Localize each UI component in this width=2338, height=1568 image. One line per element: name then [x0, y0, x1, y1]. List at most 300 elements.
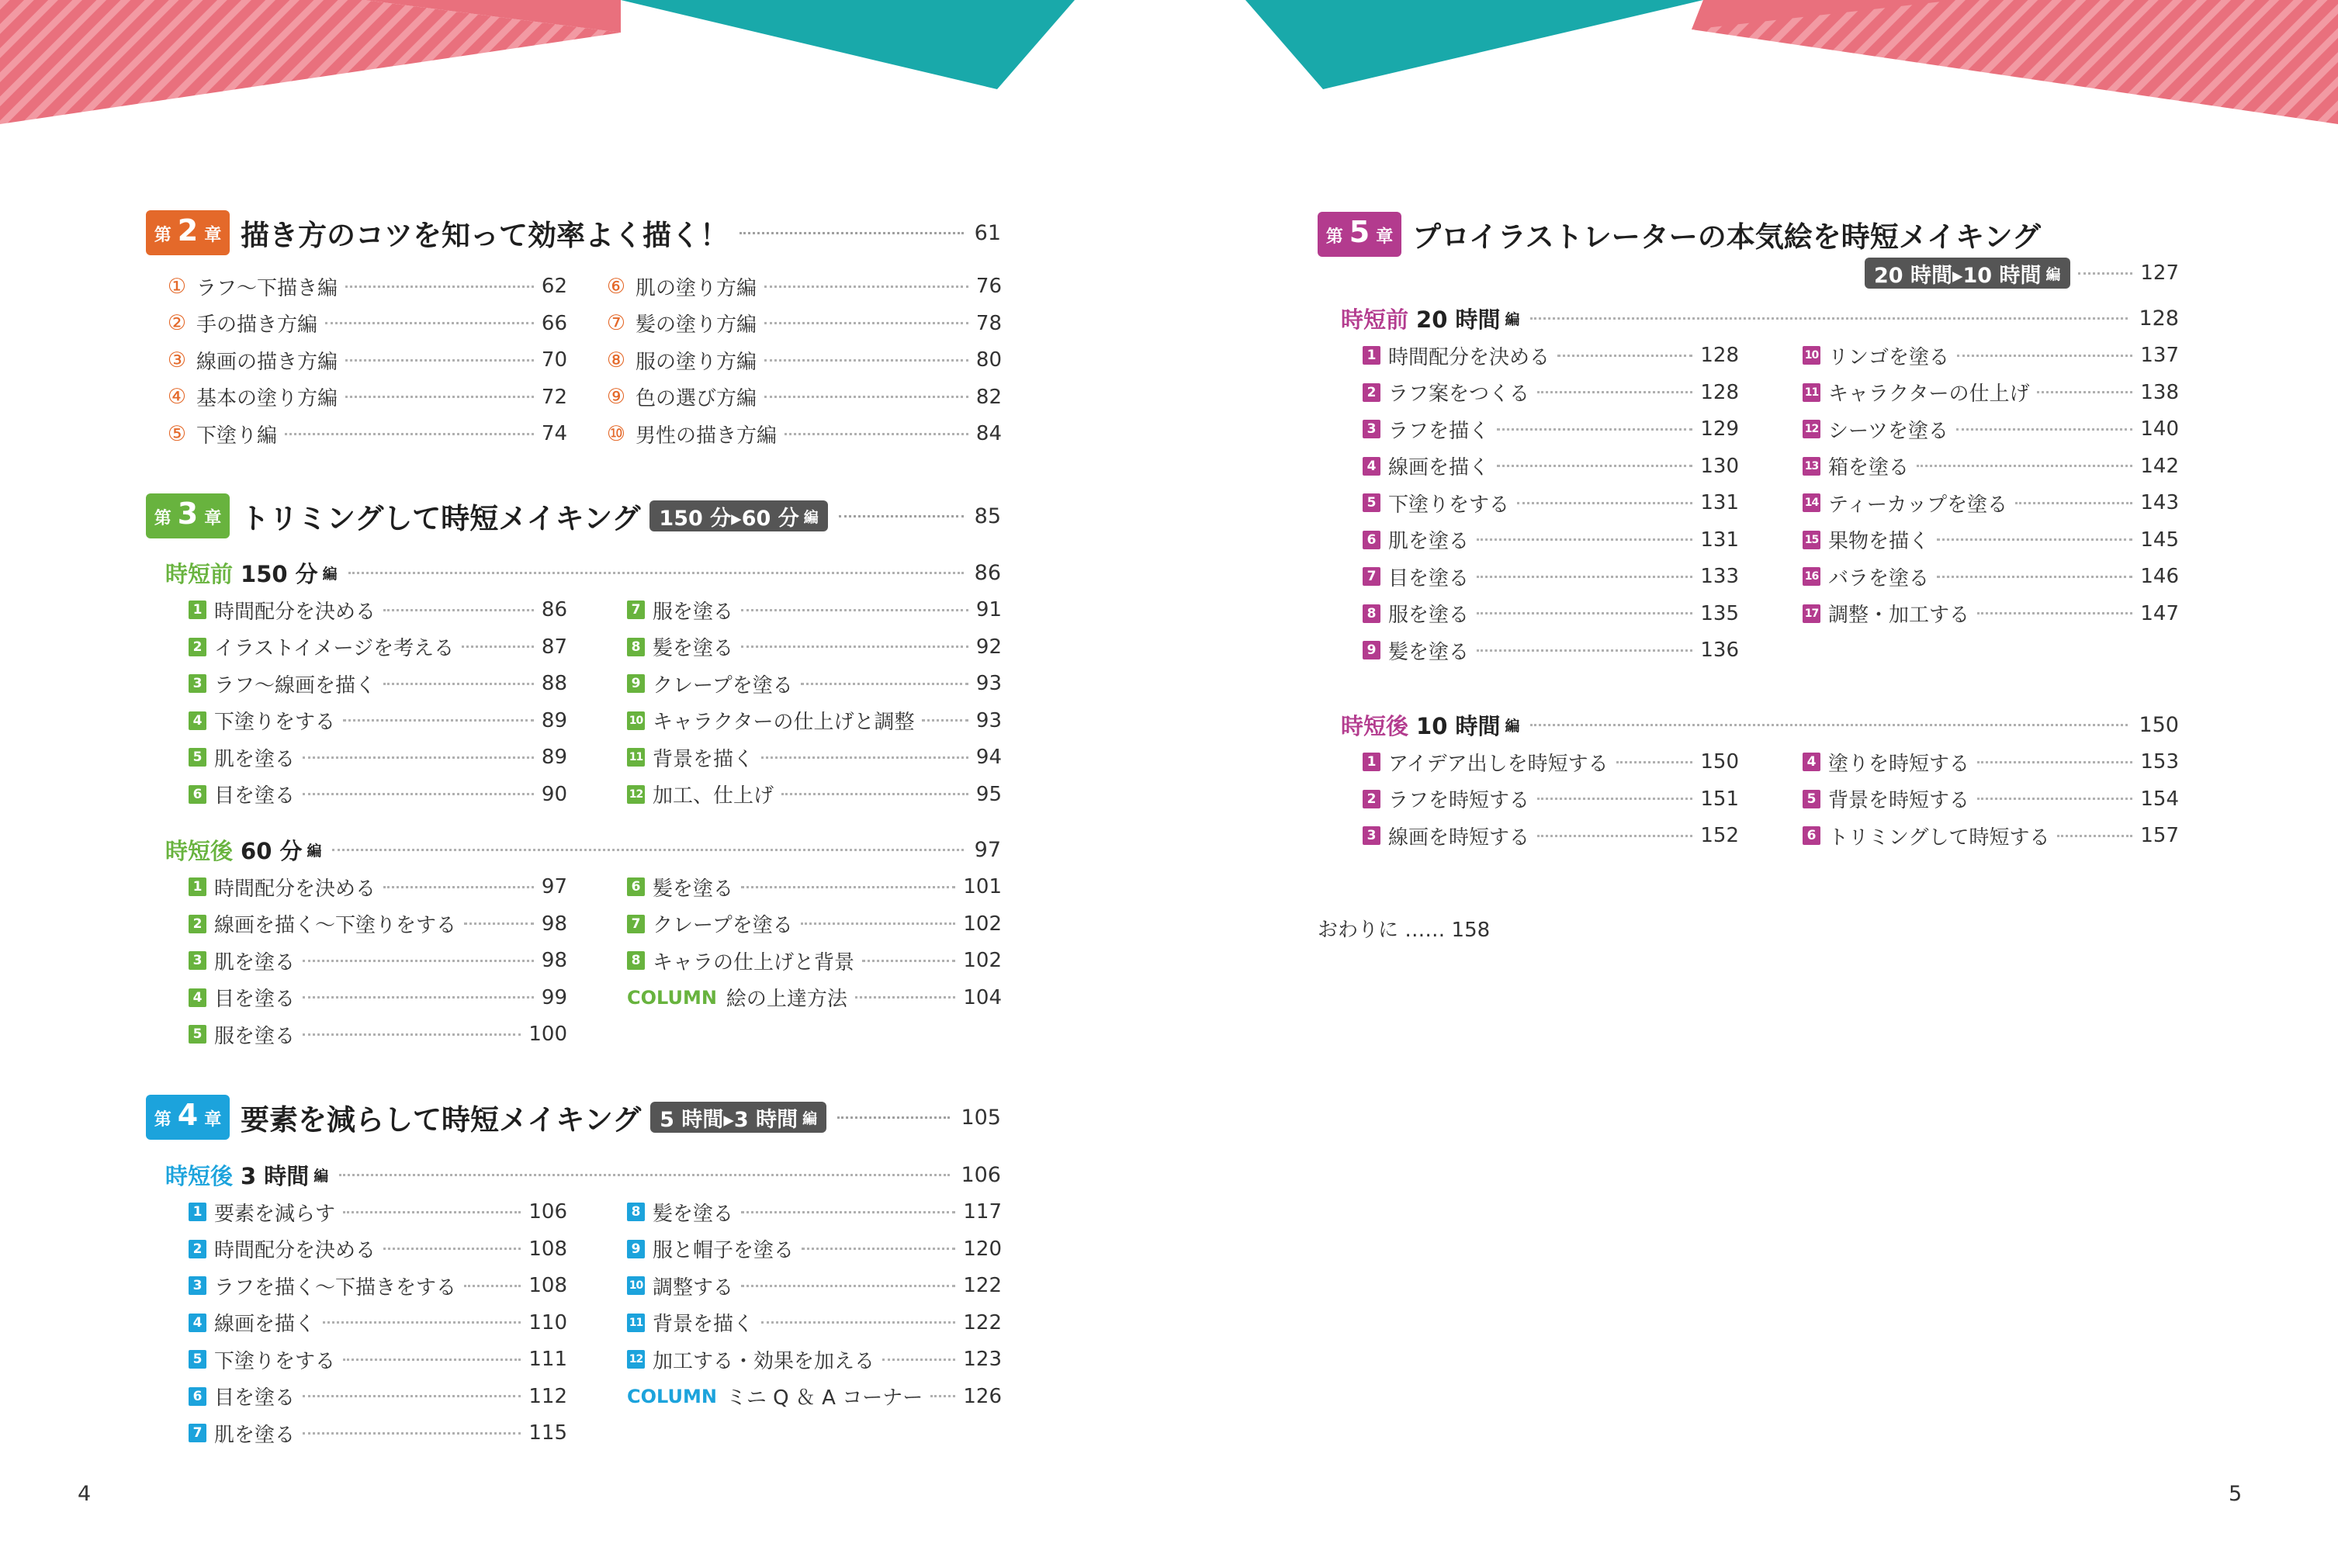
- chapter-page: 127: [2140, 261, 2179, 285]
- leader-dots: [303, 1033, 521, 1036]
- entry-number-square: 10: [627, 1276, 645, 1295]
- toc-entry[interactable]: [627, 742, 1002, 773]
- entry-page: 150: [1700, 750, 1739, 774]
- entry-label: 髪を塗る: [653, 1202, 734, 1226]
- entry-label: ラフを時短する: [1388, 789, 1530, 812]
- entry-number-square: 13: [1803, 457, 1820, 476]
- toc-entry[interactable]: [627, 632, 1002, 663]
- toc-entry[interactable]: [1803, 524, 2179, 556]
- toc-entry[interactable]: [189, 1344, 567, 1375]
- chapter-badge: [146, 210, 230, 255]
- toc-entry[interactable]: [1803, 820, 2179, 851]
- entry-label: 髪を塗る: [653, 877, 734, 901]
- leader-dots: [882, 1359, 955, 1361]
- teal-band-left: [621, 0, 1075, 89]
- section-heading: [165, 556, 1001, 590]
- toc-entry[interactable]: [189, 1417, 567, 1449]
- leader-dots: [837, 1116, 950, 1119]
- chapter-duration-row: [1865, 258, 2179, 289]
- toc-entry[interactable]: [189, 909, 567, 940]
- entry-label: 要素を減らす: [214, 1202, 336, 1226]
- leader-dots: [801, 922, 956, 925]
- toc-entry[interactable]: [165, 418, 567, 449]
- leader-dots: [1977, 761, 2132, 763]
- section-suffix: 編: [1505, 717, 1520, 735]
- entry-number-square: 4: [189, 988, 206, 1007]
- section-duration: 3 時間: [241, 1162, 310, 1189]
- entry-page: 84: [975, 422, 1002, 445]
- leader-dots: [922, 719, 968, 722]
- entry-label: 男性の描き方編: [636, 424, 778, 448]
- entry-page: 100: [528, 1023, 567, 1046]
- toc-entry[interactable]: [1803, 451, 2179, 482]
- entry-label: 肌を塗る: [214, 950, 296, 974]
- entry-number-square: 4: [189, 1314, 206, 1332]
- entry-page: 102: [963, 949, 1002, 972]
- leader-dots: [383, 1248, 521, 1250]
- toc-entry[interactable]: [1363, 451, 1739, 482]
- toc-entry[interactable]: [189, 945, 567, 976]
- toc-entry[interactable]: [1363, 598, 1739, 629]
- entry-page: 82: [975, 385, 1002, 409]
- entry-page: 153: [2140, 750, 2179, 774]
- entry-number-square: 2: [189, 1240, 206, 1258]
- entry-label: 時間配分を決める: [214, 600, 376, 624]
- leader-dots: [343, 1359, 521, 1361]
- duration-suffix: 編: [803, 508, 819, 526]
- chapter-heading: [1318, 211, 2179, 258]
- entry-page: 136: [1700, 639, 1739, 662]
- entry-number-square: 7: [1363, 567, 1380, 586]
- chapter-prefix: 第: [154, 509, 171, 528]
- entry-page: 80: [975, 348, 1002, 372]
- entry-page: 93: [975, 708, 1002, 732]
- toc-entry[interactable]: [189, 1307, 567, 1338]
- chapter-page: 105: [961, 1105, 1001, 1130]
- toc-entry[interactable]: [165, 308, 567, 339]
- section-label: 時短後: [1341, 712, 1409, 739]
- toc-entry[interactable]: [1363, 784, 1739, 815]
- toc-entry[interactable]: [189, 1019, 567, 1050]
- entry-number-square: 4: [1363, 457, 1380, 476]
- entry-page: 102: [963, 912, 1002, 936]
- toc-entry[interactable]: [627, 909, 1002, 940]
- leader-dots: [323, 1321, 521, 1324]
- toc-entry[interactable]: [1803, 598, 2179, 629]
- toc-entry[interactable]: [604, 271, 1002, 302]
- section-heading: [165, 1158, 1001, 1192]
- entry-page: 140: [2140, 417, 2179, 441]
- toc-entry[interactable]: [189, 1270, 567, 1301]
- entry-number-square: 6: [1803, 826, 1820, 845]
- entry-page: 115: [528, 1421, 567, 1445]
- section-duration: 10 時間: [1416, 712, 1501, 739]
- toc-entry[interactable]: [1803, 414, 2179, 445]
- leader-dots: [1497, 428, 1692, 431]
- entry-page: 86: [541, 598, 567, 621]
- entry-number-square: 1: [189, 601, 206, 619]
- entry-number-square: 11: [627, 748, 645, 767]
- entry-number-square: 8: [1363, 604, 1380, 623]
- section-heading: [1341, 301, 2179, 335]
- entry-number-square: 7: [189, 1424, 206, 1442]
- leader-dots: [801, 683, 968, 685]
- leader-dots: [741, 886, 955, 888]
- entry-page: 108: [528, 1274, 567, 1297]
- leader-dots: [781, 793, 968, 795]
- entry-page: 147: [2140, 601, 2179, 625]
- entry-page: 154: [2140, 787, 2179, 811]
- toc-entry[interactable]: [627, 1234, 1002, 1265]
- entry-number-square: 5: [1803, 790, 1820, 808]
- leader-dots: [2037, 391, 2132, 393]
- entry-page: 138: [2140, 380, 2179, 404]
- entry-number-square: 1: [1363, 346, 1380, 365]
- entry-label: 加工する・効果を加える: [653, 1349, 875, 1373]
- entry-number-square: 8: [627, 1203, 645, 1221]
- toc-entry[interactable]: [604, 344, 1002, 376]
- toc-entry[interactable]: [627, 779, 1002, 810]
- entry-label: 基本の塗り方編: [196, 387, 338, 410]
- chapter-suffix: 章: [204, 1110, 222, 1130]
- toc-entry[interactable]: [627, 1196, 1002, 1227]
- section-label: 時短後: [165, 1162, 234, 1189]
- chapter-duration-badge: [649, 500, 827, 531]
- entry-label: 時間配分を決める: [1388, 345, 1550, 369]
- toc-entry[interactable]: [1363, 487, 1739, 518]
- toc-entry[interactable]: [189, 1196, 567, 1227]
- toc-entry[interactable]: [189, 705, 567, 736]
- entry-label: 下塗りをする: [214, 1349, 336, 1373]
- leader-dots: [1537, 391, 1692, 393]
- leader-dots: [303, 1395, 521, 1397]
- toc-entry[interactable]: [189, 779, 567, 810]
- section-duration: 150 分: [241, 560, 318, 587]
- leader-dots: [1977, 798, 2132, 800]
- section-duration: 60 分: [241, 837, 303, 864]
- leader-dots: [764, 286, 968, 288]
- entry-page: 146: [2140, 565, 2179, 588]
- chapter-title: トリミングして時短メイキング: [241, 502, 641, 535]
- leader-dots: [741, 1285, 955, 1287]
- section-page: 86: [974, 560, 1001, 585]
- entry-label: 下塗りをする: [214, 711, 336, 734]
- leader-dots: [343, 1211, 521, 1213]
- entry-page: 93: [975, 672, 1002, 695]
- toc-entry[interactable]: [627, 871, 1002, 902]
- entry-page: 123: [963, 1348, 1002, 1371]
- toc-entry[interactable]: [165, 271, 567, 302]
- leader-dots: [1530, 724, 2128, 726]
- entry-number-square: 1: [1363, 753, 1380, 771]
- leader-dots: [1517, 502, 1692, 504]
- entry-number-square: 4: [189, 711, 206, 730]
- entry-label: 絵の上達方法: [726, 988, 847, 1011]
- entry-page: 120: [963, 1237, 1002, 1261]
- entry-label: 目を塗る: [1388, 566, 1470, 590]
- entry-label: リンゴを塗る: [1828, 345, 1950, 369]
- toc-entry[interactable]: [627, 594, 1002, 625]
- entry-page: 108: [528, 1237, 567, 1261]
- leader-dots: [1956, 428, 2132, 431]
- leader-dots: [345, 396, 534, 398]
- entry-number-square: 3: [1363, 420, 1380, 438]
- entry-label: 髪を塗る: [1388, 640, 1470, 664]
- leader-dots: [1477, 538, 1692, 541]
- leader-dots: [2078, 272, 2133, 275]
- entry-label: 果物を描く: [1828, 530, 1930, 553]
- toc-entry[interactable]: [189, 871, 567, 902]
- entry-number-square: 9: [627, 674, 645, 693]
- column-entry[interactable]: [627, 1381, 1002, 1412]
- duration-suffix: 編: [2045, 265, 2061, 283]
- leader-dots: [761, 1321, 955, 1324]
- entry-number-square: 3: [189, 1276, 206, 1295]
- toc-entry[interactable]: [165, 382, 567, 413]
- entry-number-square: 2: [1363, 383, 1380, 402]
- toc-entry[interactable]: [1803, 561, 2179, 592]
- duration-text: 5 時間▸3 時間: [660, 1107, 798, 1132]
- entry-page: 98: [541, 949, 567, 972]
- chapter-number: 4: [177, 1098, 199, 1132]
- entry-number-circle: ⑥: [606, 274, 626, 299]
- page-number-left: 4: [78, 1482, 92, 1506]
- entry-label: 髪を塗る: [653, 637, 734, 660]
- entry-number-square: 3: [189, 951, 206, 970]
- entry-label: 服を塗る: [1388, 604, 1470, 627]
- leader-dots: [764, 359, 968, 362]
- toc-entry[interactable]: [627, 945, 1002, 976]
- toc-entry[interactable]: [1803, 746, 2179, 777]
- toc-entry[interactable]: [189, 1381, 567, 1412]
- leader-dots: [303, 960, 534, 962]
- toc-entry[interactable]: [1363, 524, 1739, 556]
- chapter-duration-badge: [650, 1102, 826, 1133]
- toc-entry[interactable]: [1803, 340, 2179, 371]
- entry-page: 101: [963, 875, 1002, 898]
- entry-label: ティーカップを塗る: [1828, 493, 2008, 517]
- chapter-badge: [1318, 212, 1401, 257]
- entry-page: 152: [1700, 824, 1739, 847]
- entry-page: 70: [541, 348, 567, 372]
- leader-dots: [325, 322, 534, 324]
- chapter-title: 描き方のコツを知って効率よく描く！: [241, 219, 729, 252]
- entry-label: 肌の塗り方編: [636, 276, 757, 300]
- entry-label: イラストイメージを考える: [214, 637, 455, 660]
- section-page: 97: [974, 837, 1001, 862]
- toc-entry[interactable]: [189, 742, 567, 773]
- duration-text: 150 分▸60 分: [659, 506, 799, 531]
- entry-page: 133: [1700, 565, 1739, 588]
- chapter-prefix: 第: [154, 226, 171, 245]
- leader-dots: [802, 1248, 955, 1250]
- toc-entry[interactable]: [604, 418, 1002, 449]
- entry-label: キャラクターの仕上げ: [1828, 382, 2030, 406]
- section-page: 128: [2139, 306, 2179, 331]
- leader-dots: [862, 960, 955, 962]
- chapter-duration-badge: [1865, 258, 2070, 289]
- entry-page: 135: [1700, 601, 1739, 625]
- chapter-heading: [146, 493, 1001, 539]
- entry-label: シーツを塗る: [1828, 419, 1948, 443]
- entry-page: 89: [541, 708, 567, 732]
- toc-entry[interactable]: [165, 344, 567, 376]
- toc-entry[interactable]: [604, 382, 1002, 413]
- entry-page: 94: [975, 746, 1002, 769]
- section-duration: 20 時間: [1416, 306, 1501, 333]
- chapter-badge: [146, 493, 230, 538]
- entry-label: 背景を描く: [653, 747, 754, 771]
- toc-entry[interactable]: [627, 1307, 1002, 1338]
- toc-entry[interactable]: [189, 632, 567, 663]
- leader-dots: [1477, 612, 1692, 614]
- teal-band-right: [1245, 0, 1703, 89]
- duration-text: 20 時間▸10 時間: [1874, 263, 2042, 288]
- entry-number-square: 12: [627, 785, 645, 804]
- leader-dots: [462, 646, 534, 648]
- leader-dots: [1537, 798, 1692, 800]
- leader-dots: [303, 1432, 521, 1435]
- toc-entry[interactable]: [1363, 377, 1739, 408]
- leader-dots: [839, 515, 964, 517]
- entry-page: 66: [541, 311, 567, 335]
- leader-dots: [1917, 465, 2132, 467]
- chapter-page: 85: [974, 504, 1001, 528]
- toc-entry[interactable]: [1363, 820, 1739, 851]
- entry-page: 74: [541, 422, 567, 445]
- chapter-prefix: 第: [1325, 227, 1343, 247]
- leader-dots: [383, 683, 534, 685]
- toc-entry[interactable]: [1363, 414, 1739, 445]
- entry-number-square: 9: [627, 1240, 645, 1258]
- toc-entry[interactable]: [604, 308, 1002, 339]
- leader-dots: [2057, 835, 2132, 837]
- duration-suffix: 編: [802, 1109, 818, 1127]
- entry-number-square: 6: [189, 1387, 206, 1406]
- entry-label: 背景を時短する: [1828, 789, 1970, 812]
- leader-dots: [785, 433, 968, 435]
- entry-label: 線画を描く〜下塗りをする: [214, 914, 457, 937]
- entry-number-square: 14: [1803, 493, 1820, 512]
- toc-entry[interactable]: [627, 1344, 1002, 1375]
- entry-number-square: 17: [1803, 604, 1820, 623]
- entry-page: 122: [963, 1310, 1002, 1334]
- leader-dots: [285, 433, 534, 435]
- entry-label: 肌を塗る: [214, 747, 296, 771]
- entry-label: 線画を時短する: [1388, 826, 1530, 850]
- chapter-badge: [146, 1095, 230, 1140]
- toc-entry[interactable]: [627, 705, 1002, 736]
- entry-page: 97: [541, 875, 567, 898]
- toc-entry[interactable]: [189, 668, 567, 699]
- toc-entry[interactable]: [1363, 746, 1739, 777]
- entry-page: 126: [963, 1384, 1002, 1408]
- entry-number-circle: ⑤: [167, 421, 187, 446]
- toc-entry[interactable]: [1363, 635, 1739, 666]
- toc-entry[interactable]: [189, 1234, 567, 1265]
- closing-entry[interactable]: おわりに …… 158: [1318, 918, 1491, 942]
- toc-entry[interactable]: [1803, 487, 2179, 518]
- header-decoration: [0, 0, 2338, 155]
- entry-label: 塗りを時短する: [1828, 752, 1970, 776]
- chapter-prefix: 第: [154, 1110, 171, 1130]
- entry-number-square: 3: [189, 674, 206, 693]
- toc-entry[interactable]: [189, 594, 567, 625]
- toc-entry[interactable]: [189, 982, 567, 1013]
- entry-page: 87: [541, 635, 567, 659]
- chapter-heading: [146, 1094, 1001, 1141]
- leader-dots: [332, 849, 963, 851]
- section-label: 時短後: [165, 837, 234, 864]
- entry-label: アイデア出しを時短する: [1388, 752, 1609, 776]
- entry-label: ラフ〜線画を描く: [214, 673, 376, 697]
- entry-page: 130: [1700, 454, 1739, 478]
- chapter-suffix: 章: [204, 509, 222, 528]
- entry-label: バラを塗る: [1828, 566, 1930, 590]
- entry-number-square: 6: [1363, 531, 1380, 549]
- leader-dots: [764, 322, 968, 324]
- section-label: 時短前: [1341, 306, 1409, 333]
- entry-page: 129: [1700, 417, 1739, 441]
- entry-page: 91: [975, 598, 1002, 621]
- section-suffix: 編: [1505, 310, 1520, 328]
- leader-dots: [1557, 355, 1692, 357]
- chapter-number: 3: [177, 497, 199, 531]
- entry-number-square: 5: [189, 1025, 206, 1044]
- entry-label: ラフ案をつくる: [1388, 382, 1530, 406]
- entry-page: 78: [975, 311, 1002, 335]
- entry-label: 時間配分を決める: [214, 877, 376, 901]
- entry-number-square: 2: [189, 638, 206, 656]
- toc-entry[interactable]: [1803, 784, 2179, 815]
- toc-entry[interactable]: [1803, 377, 2179, 408]
- toc-entry[interactable]: [627, 1270, 1002, 1301]
- entry-number-square: 11: [627, 1314, 645, 1332]
- entry-page: 131: [1700, 528, 1739, 552]
- leader-dots: [1937, 538, 2132, 541]
- entry-page: 131: [1700, 491, 1739, 514]
- entry-label: 下塗り編: [196, 424, 278, 448]
- entry-label: ラフを描く: [1388, 419, 1490, 443]
- entry-label: 背景を描く: [653, 1313, 754, 1336]
- chapter-number: 5: [1349, 215, 1370, 249]
- toc-entry[interactable]: [1363, 561, 1739, 592]
- entry-label: キャラの仕上げと背景: [653, 950, 855, 974]
- chapter-page: 61: [974, 220, 1001, 245]
- leader-dots: [464, 922, 534, 925]
- entry-page: 62: [541, 275, 567, 298]
- toc-entry[interactable]: [1363, 340, 1739, 371]
- entry-number-square: 8: [627, 638, 645, 656]
- column-entry[interactable]: [627, 982, 1002, 1013]
- entry-label: 線画の描き方編: [196, 350, 338, 374]
- entry-number-square: 9: [1363, 641, 1380, 659]
- entry-page: 98: [541, 912, 567, 936]
- entry-page: 95: [975, 782, 1002, 806]
- entry-label: 服と帽子を塗る: [653, 1239, 795, 1262]
- entry-page: 142: [2140, 454, 2179, 478]
- entry-label: 時間配分を決める: [214, 1239, 376, 1262]
- leader-dots: [2015, 502, 2132, 504]
- entry-page: 137: [2140, 344, 2179, 367]
- leader-dots: [741, 1211, 955, 1213]
- entry-number-square: 3: [1363, 826, 1380, 845]
- leader-dots: [741, 609, 968, 611]
- entry-number-square: 1: [189, 1203, 206, 1221]
- entry-number-square: 6: [627, 877, 645, 896]
- entry-number-square: 10: [1803, 346, 1820, 365]
- toc-entry[interactable]: [627, 668, 1002, 699]
